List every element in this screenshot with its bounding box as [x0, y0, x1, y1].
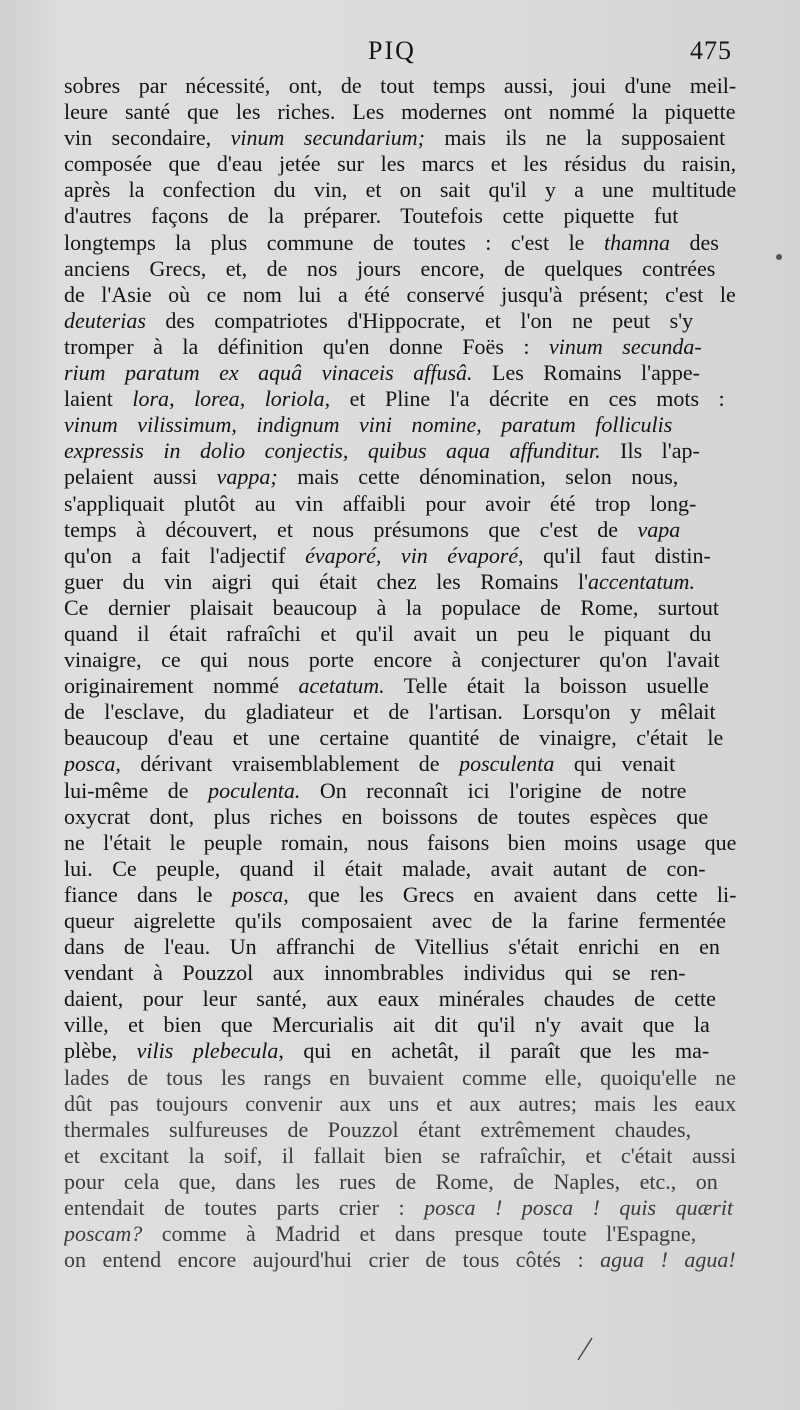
ink-spot — [776, 254, 782, 260]
text-line — [64, 73, 736, 99]
text-segment: On reconnaît ici l'origine de notre — [300, 777, 687, 803]
text-segment: mais ils ne la supposaient — [424, 125, 726, 151]
text-line — [64, 908, 736, 934]
text-line — [64, 960, 736, 986]
italic-text: évaporé, vin évaporé — [305, 542, 519, 568]
text-line — [64, 621, 736, 647]
italic-text: deuterias — [64, 307, 146, 333]
text-line — [64, 412, 736, 438]
italic-text: loriola — [264, 386, 325, 412]
text-line — [64, 1065, 736, 1091]
text-segment: fiance dans le — [64, 881, 232, 907]
text-segment: , que les Grecs en avaient dans cette li- — [283, 881, 736, 907]
italic-text: acetatum. — [298, 673, 385, 699]
italic-text: vinum secunda- — [549, 333, 702, 359]
text-line — [64, 308, 736, 334]
text-segment: lui-même de — [64, 777, 209, 803]
text-line — [64, 464, 736, 490]
page-number: 475 — [690, 36, 732, 65]
text-segment: d'autres façons de la préparer. Toutefois cette piquette fut — [64, 203, 679, 229]
italic-text: lorea — [194, 386, 240, 412]
text-line — [64, 334, 736, 360]
text-line — [64, 360, 736, 386]
italic-text: thamna — [603, 229, 670, 255]
text-line — [64, 438, 736, 464]
text-line — [64, 673, 736, 699]
text-segment: vin secondaire, — [64, 125, 231, 151]
text-segment: qu'on a fait l'adjectif — [64, 542, 306, 568]
text-segment: sobres par nécessité, ont, de tout temps aussi, joui d'une meil- — [64, 73, 736, 98]
text-segment: et excitant la soif, il fallait bien se rafraîchir, et c'était aussi — [64, 1142, 736, 1168]
text-line — [64, 1038, 736, 1064]
text-segment: mais cette dénomination, selon nous, — [277, 464, 679, 490]
text-segment: on entend encore aujourd'hui crier de tous côtés : — [64, 1247, 601, 1273]
text-segment: pour cela que, dans les rues de Rome, de Naples, etc., on — [64, 1168, 718, 1194]
text-segment: oxycrat dont, plus riches en boissons de toutes espèces que — [64, 803, 709, 829]
text-segment: Les Romains l'appe- — [472, 360, 700, 386]
text-segment: vinaigre, ce qui nous porte encore à conjecturer qu'on l'avait — [64, 647, 720, 673]
text-segment: vendant à Pouzzol aux innombrables individus qui se ren- — [64, 960, 686, 986]
text-segment: originairement nommé — [64, 673, 299, 699]
text-line — [64, 1143, 736, 1169]
text-line — [64, 125, 736, 151]
text-segment: longtemps la plus commune de toutes : c'est le — [64, 229, 604, 255]
text-line — [64, 986, 736, 1012]
text-segment: guer du vin aigri qui était chez les Romains l' — [64, 568, 589, 594]
italic-text: posca ! posca ! quis quærit — [424, 1195, 734, 1221]
text-segment: lui. Ce peuple, quand il était malade, avait autant de con- — [64, 855, 706, 881]
text-segment: anciens Grecs, et, de nos jours encore, de quelques contrées — [64, 255, 716, 281]
text-line — [64, 99, 736, 125]
text-line — [64, 491, 736, 517]
italic-text: posca — [64, 751, 116, 777]
text-segment: Telle était la boisson usuelle — [384, 673, 709, 699]
text-segment: lades de tous les rangs en buvaient comme elle, quoiqu'elle ne — [64, 1064, 736, 1090]
text-line — [64, 151, 736, 177]
text-segment: leure santé que les riches. Les modernes ont nommé la piquette — [64, 99, 736, 125]
text-segment: , — [169, 386, 195, 412]
text-line — [64, 177, 736, 203]
text-line — [64, 1012, 736, 1038]
text-line — [64, 934, 736, 960]
text-segment: des compatriotes d'Hippocrate, et l'on ne peut s'y — [145, 307, 694, 333]
text-segment: quand il était rafraîchi et qu'il avait un peu le piquant du — [64, 620, 712, 646]
text-segment: composée que d'eau jetée sur les marcs et les résidus du raisin, — [64, 151, 736, 177]
italic-text: expressis in dolio conjectis, quibus aqua affunditur. — [64, 438, 601, 464]
text-line — [64, 1221, 736, 1247]
text-line — [64, 778, 736, 804]
italic-text: poculenta. — [208, 777, 301, 803]
text-segment: pelaient aussi — [64, 464, 217, 490]
text-line — [64, 230, 736, 256]
italic-text: vinum vilissimum, indignum vini nomine, paratum folliculis — [64, 412, 673, 438]
text-segment: laient — [64, 386, 133, 412]
text-segment: , — [239, 386, 265, 412]
italic-text: agua ! agua! — [600, 1247, 736, 1273]
italic-text: posca — [231, 881, 284, 907]
body-text — [64, 73, 736, 1273]
italic-text: vapa — [637, 516, 681, 542]
text-segment: ville, et bien que Mercurialis ait dit qu'il n'y avait que la — [64, 1012, 710, 1038]
text-segment: , qu'il faut distin- — [518, 542, 711, 568]
italic-text: lora — [132, 386, 170, 412]
text-segment: après la confection du vin, et on sait qu'il y a une multitude — [64, 177, 736, 203]
running-head: PIQ — [368, 36, 416, 65]
text-segment: de l'esclave, du gladiateur et de l'artisan. Lorsqu'on y mêlait — [64, 699, 716, 725]
text-line — [64, 1169, 736, 1195]
text-line — [64, 699, 736, 725]
italic-text: vinum secundarium; — [230, 125, 425, 151]
text-segment: des — [669, 229, 719, 255]
text-line — [64, 1117, 736, 1143]
text-line — [64, 569, 736, 595]
text-line — [64, 751, 736, 777]
text-segment: entendait de toutes parts crier : — [64, 1195, 425, 1221]
text-segment: dans de l'eau. Un affranchi de Vitellius s'était enrichi en en — [64, 934, 720, 960]
italic-text: vappa; — [216, 464, 278, 490]
text-segment: dût pas toujours convenir aux uns et aux autres; mais les eaux — [64, 1090, 736, 1116]
text-segment: , qui en achetât, il paraît que les ma- — [278, 1038, 710, 1064]
text-line — [64, 595, 736, 621]
text-line — [64, 1195, 736, 1221]
text-line — [64, 882, 736, 908]
text-segment: tromper à la définition qu'en donne Foës : — [64, 333, 549, 359]
text-line — [64, 856, 736, 882]
text-line — [64, 830, 736, 856]
italic-text: poscam? — [64, 1221, 143, 1247]
text-segment: temps à découvert, et nous présumons que c'est de — [64, 516, 638, 542]
text-segment: , dérivant vraisemblablement de — [115, 751, 460, 777]
text-segment: daient, pour leur santé, aux eaux minérales chaudes de cette — [64, 986, 716, 1012]
text-line — [64, 1091, 736, 1117]
pencil-mark — [576, 1336, 594, 1362]
text-line — [64, 282, 736, 308]
text-segment: qui venait — [554, 751, 676, 777]
text-segment: s'appliquait plutôt au vin affaibli pour avoir été trop long- — [64, 490, 697, 516]
text-line — [64, 386, 736, 412]
text-segment: thermales sulfureuses de Pouzzol étant extrêmement chaudes, — [64, 1116, 692, 1142]
text-segment: plèbe, — [64, 1038, 137, 1064]
page-header — [0, 36, 800, 72]
text-line — [64, 804, 736, 830]
text-segment: comme à Madrid et dans presque toute l'Espagne, — [142, 1221, 697, 1247]
text-line — [64, 517, 736, 543]
italic-text: posculenta — [459, 751, 555, 777]
text-segment: queur aigrelette qu'ils composaient avec de la farine fermentée — [64, 908, 727, 933]
text-segment: de l'Asie où ce nom lui a été conservé jusqu'à présent; c'est le — [64, 281, 736, 307]
text-segment: Ils l'ap- — [600, 438, 700, 464]
text-line — [64, 647, 736, 673]
text-segment: , et Pline l'a décrite en ces mots : — [324, 386, 725, 412]
text-segment: Ce dernier plaisait beaucoup à la populace de Rome, surtout — [64, 594, 720, 620]
text-line — [64, 725, 736, 751]
text-line — [64, 203, 736, 229]
text-segment: beaucoup d'eau et une certaine quantité de vinaigre, c'était le — [64, 725, 724, 751]
text-line — [64, 1247, 736, 1273]
italic-text: vilis plebecula — [136, 1038, 279, 1064]
text-segment: ne l'était le peuple romain, nous faisons bien moins usage que — [64, 829, 736, 855]
italic-text: accentatum. — [588, 568, 695, 594]
text-line — [64, 543, 736, 569]
italic-text: rium paratum ex aquâ vinaceis affusâ. — [64, 360, 473, 386]
text-line — [64, 256, 736, 282]
